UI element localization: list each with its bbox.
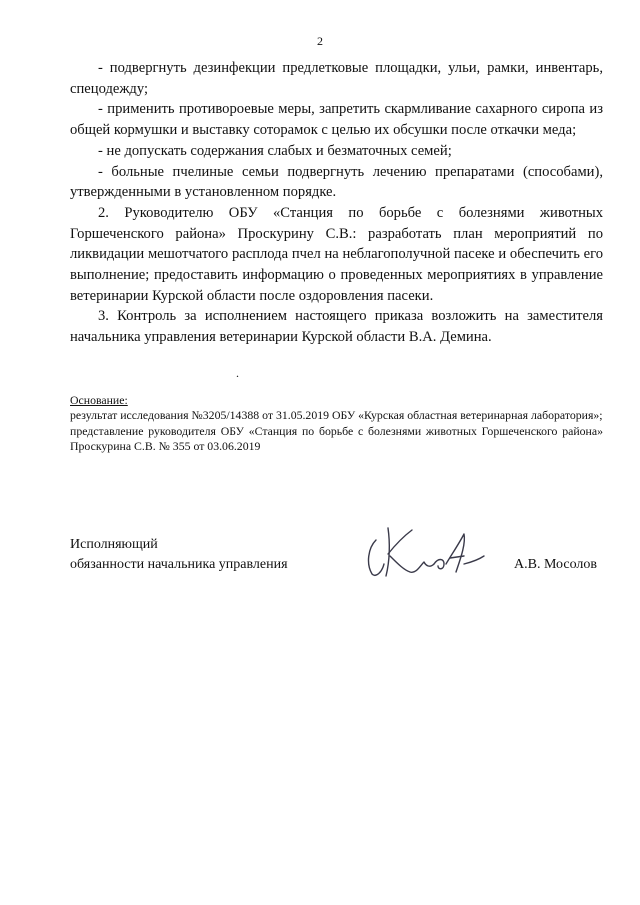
basis-title: Основание: — [70, 393, 128, 407]
paragraph-treatment: - больные пчелиные семьи подвергнуть лечению препаратами (способами), утвержденными в установленном порядке. — [70, 163, 603, 201]
stray-mark: . — [236, 366, 239, 380]
paragraph-item-3: 3. Контроль за исполнением настоящего приказа возложить на заместителя начальника управления ветеринарии Курской области В.А. Демина. — [70, 308, 603, 346]
order-body — [70, 58, 603, 348]
paragraph-anti-swarm: - применить противороевые меры, запретить скармливание сахарного сиропа из общей кормушки и выставку соторамок с целью их обсушки после откачки меда; — [70, 101, 603, 139]
basis-item-representation: представление руководителя ОБУ «Станция по борьбе с болезнями животных Горшеченского района» Проскурина С.В. № 355 от 03.06.2019 — [70, 423, 603, 453]
paragraph-item-2: 2. Руководителю ОБУ «Станция по борьбе с болезнями животных Горшеченского района» Проскурину С.В.: разработать план мероприятий по ликвидации мешотчатого расплода пчел на неблагополучной пасеке и обеспечить его выполнение; предоставить информацию о проведенных мероприятиях в управление ветеринарии Курской области после оздоровления пасеки. — [70, 204, 603, 304]
basis-section — [70, 393, 603, 454]
signer-title-line-1: Исполняющий — [70, 537, 158, 552]
handwritten-signature — [360, 520, 490, 582]
signer-title-line-2: обязанности начальника управления — [70, 557, 288, 572]
signer-name: А.В. Мосолов — [514, 557, 598, 572]
paragraph-weak-colonies: - не допускать содержания слабых и безматочных семей; — [98, 142, 452, 159]
paragraph-disinfection: - подвергнуть дезинфекции предлетковые площадки, ульи, рамки, инвентарь, спецодежду; — [70, 60, 603, 97]
signer-title — [70, 535, 288, 575]
basis-item-lab-result: результат исследования №3205/14388 от 31.05.2019 ОБУ «Курская областная ветеринарная лаборатория»; — [70, 408, 603, 423]
page-number: 2 — [317, 34, 323, 48]
